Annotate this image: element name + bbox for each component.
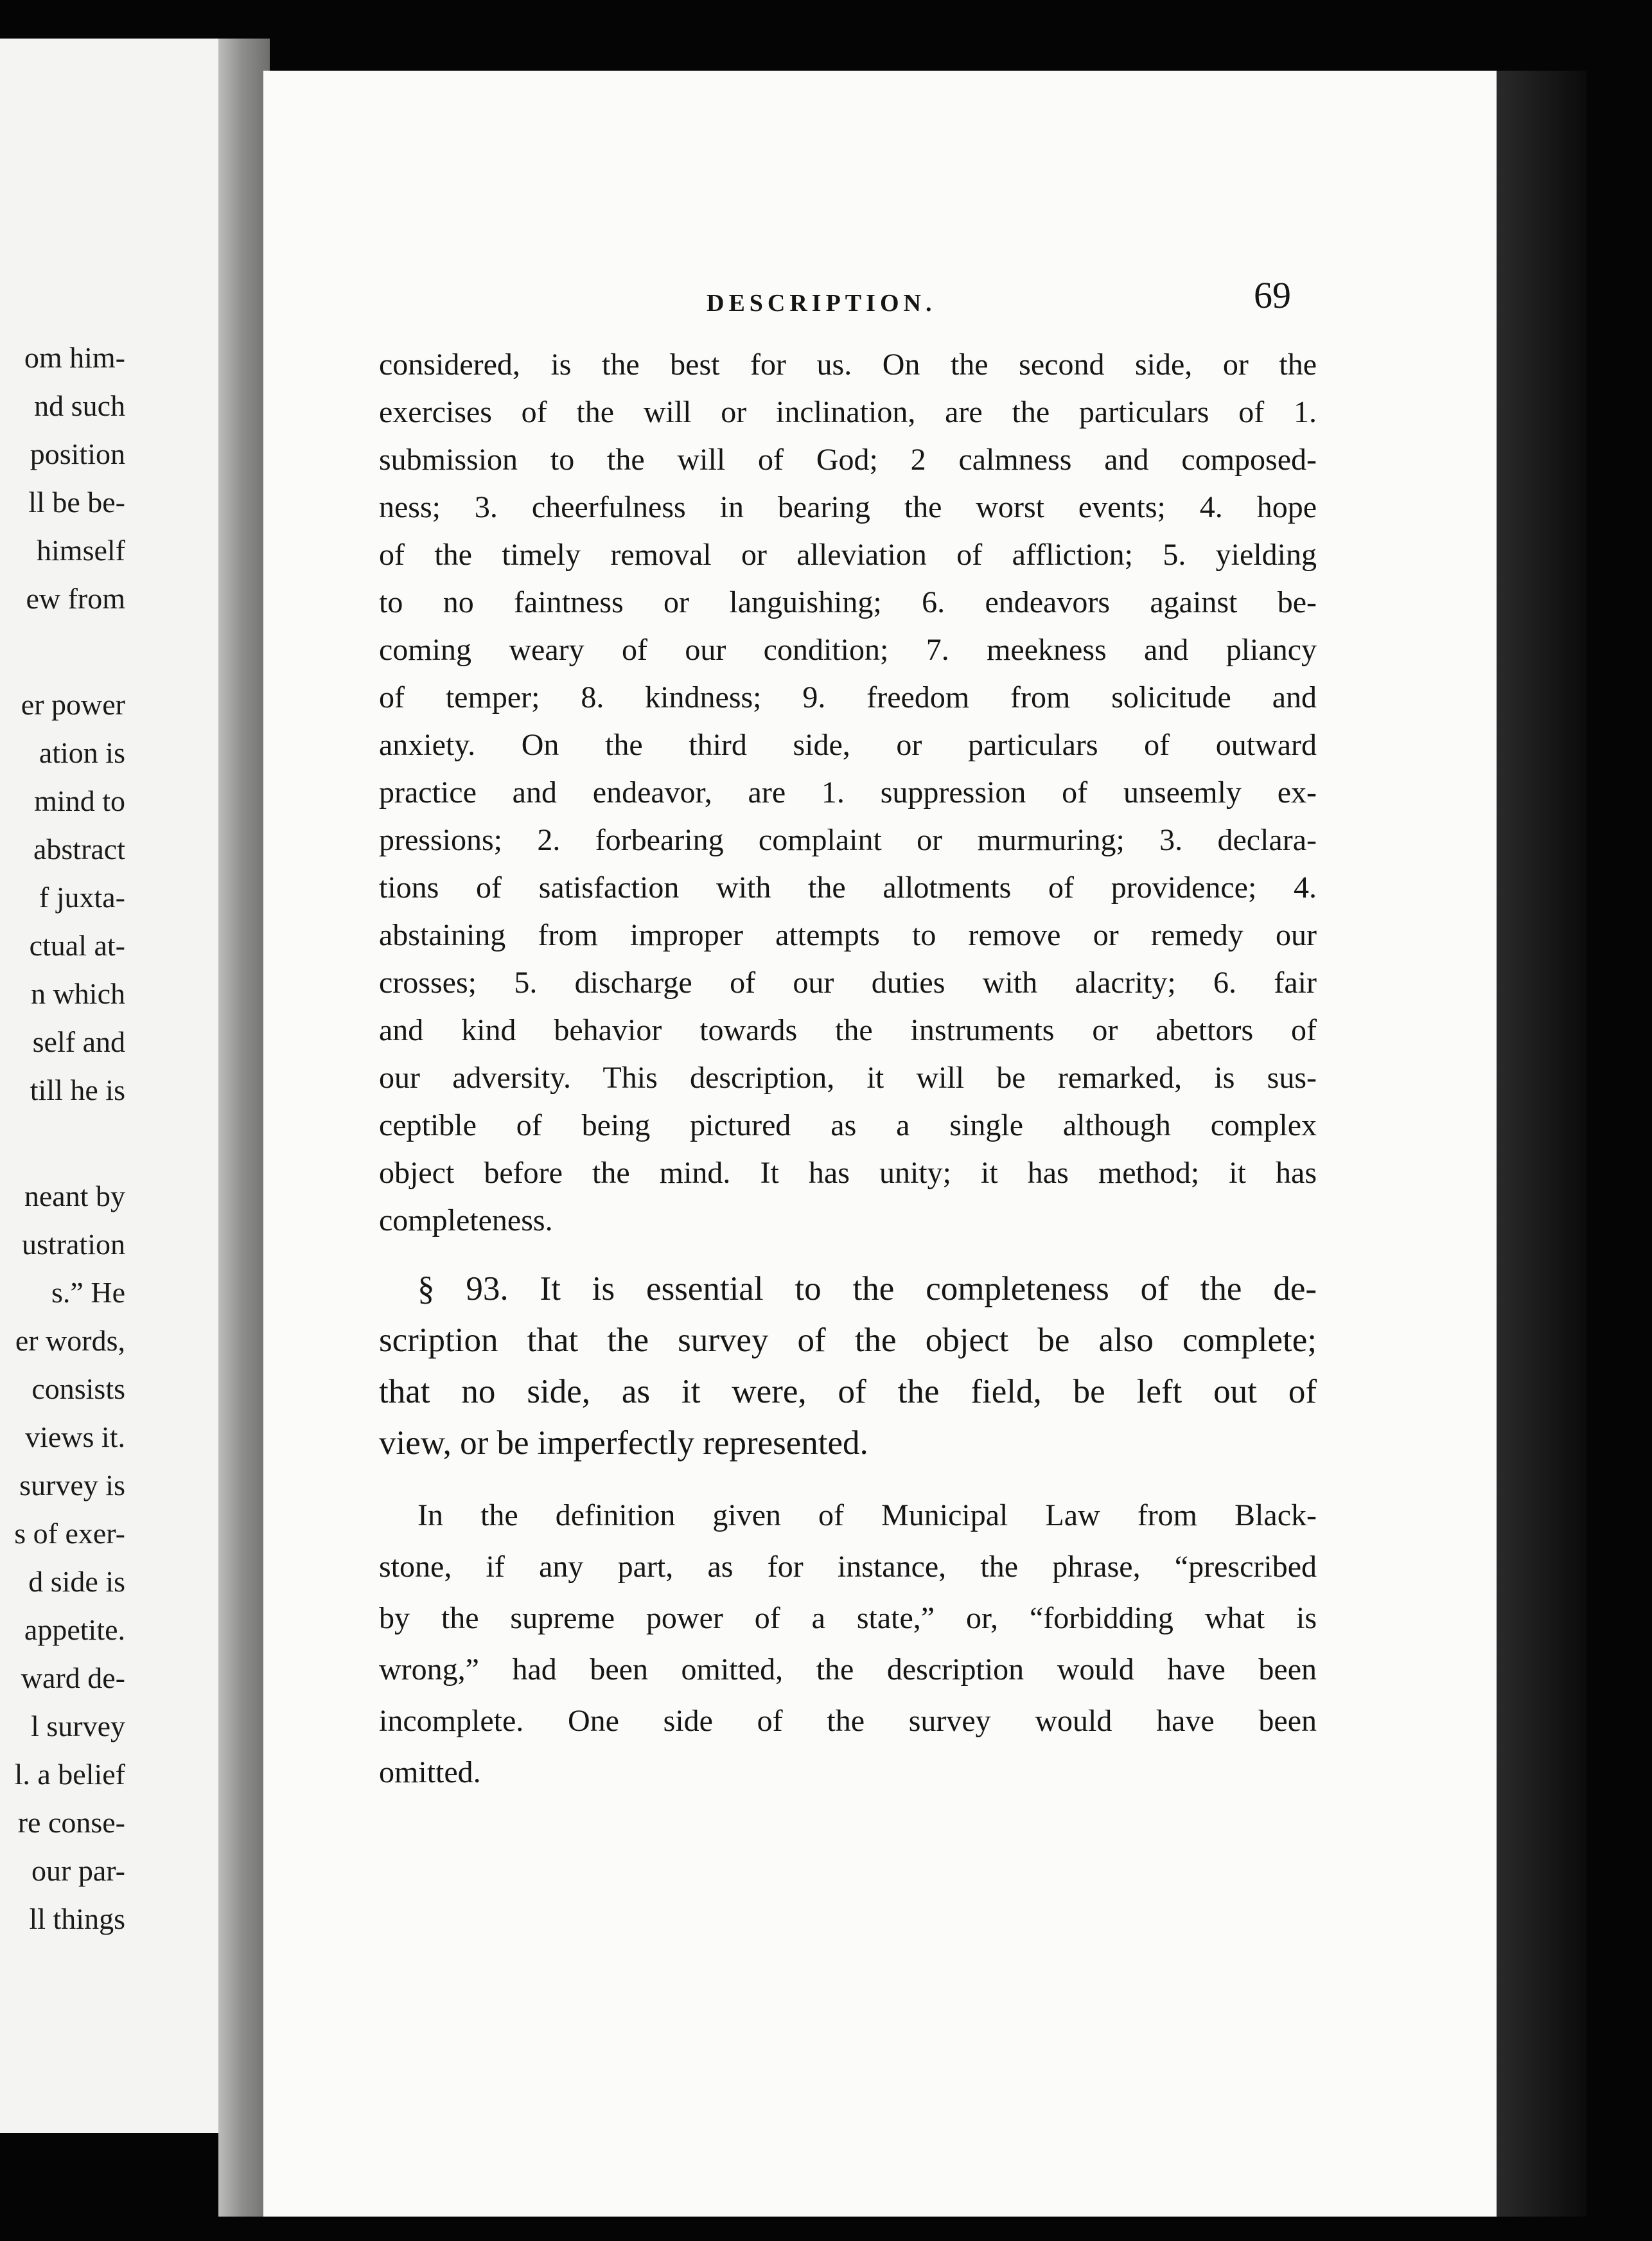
paragraph-1-line: abstaining from improper attempts to remove or remedy our [379,918,1317,952]
paragraph-1-line: crosses; 5. discharge of our duties with alacrity; 6. fair [379,966,1317,1000]
facing-page-line: self and [32,1025,125,1058]
paragraph-3-line: by the supreme power of a state,” or, “forbidding what is [379,1601,1317,1635]
paragraph-1-line: anxiety. On the third side, or particulars of outward [379,728,1317,762]
paragraph-1-line: exercises of the will or inclination, are the particulars of 1. [379,395,1317,429]
book-page [263,71,1497,2217]
page-edge-shadow [1497,71,1586,2217]
facing-page-line: s of exer- [14,1517,125,1550]
facing-page-line: abstract [33,833,125,865]
paragraph-3-line: omitted. [379,1755,481,1789]
facing-page-line: om him- [24,341,125,374]
paragraph-1-line: of the timely removal or alleviation of affliction; 5. yielding [379,538,1317,572]
paragraph-2-line: scription that the survey of the object be also complete; [379,1322,1317,1359]
paragraph-1-line: and kind behavior towards the instruments or abettors of [379,1013,1317,1047]
paragraph-1-line: object before the mind. It has unity; it has method; it has [379,1156,1317,1190]
facing-page-line: l survey [31,1710,125,1742]
paragraph-3-line: stone, if any part, as for instance, the phrase, “prescribed [379,1550,1317,1584]
facing-page-line: er power [21,688,125,721]
facing-page-line: l. a belief [14,1758,125,1791]
facing-page-line: ll things [29,1902,125,1935]
facing-page-line: appetite. [24,1613,125,1646]
paragraph-1-line: pressions; 2. forbearing complaint or murmuring; 3. declara- [379,823,1317,857]
paragraph-1-line: our adversity. This description, it will be remarked, is sus- [379,1061,1317,1095]
paragraph-1-line: of temper; 8. kindness; 9. freedom from solicitude and [379,680,1317,714]
facing-page-line: s.” He [51,1276,125,1309]
paragraph-1-line: submission to the will of God; 2 calmness and composed- [379,443,1317,477]
facing-page-line: till he is [30,1074,125,1106]
facing-page-line: ward de- [21,1661,125,1694]
facing-page-line: mind to [34,784,125,817]
facing-page-line: ctual at- [29,929,125,962]
running-head: DESCRIPTION. [707,290,936,317]
facing-page-fragment [0,39,228,2133]
facing-page-line: n which [31,977,125,1010]
paragraph-1-line: coming weary of our condition; 7. meekness and pliancy [379,633,1317,667]
paragraph-3-line: wrong,” had been omitted, the description would have been [379,1652,1317,1687]
facing-page-line: nd such [34,389,125,422]
facing-page-line: er words, [15,1324,125,1357]
paragraph-1-line: considered, is the best for us. On the second side, or the [379,348,1317,382]
facing-page-line: views it. [25,1421,125,1453]
paragraph-1-line: tions of satisfaction with the allotments of providence; 4. [379,871,1317,905]
paragraph-3-line: incomplete. One side of the survey would have been [379,1704,1317,1738]
facing-page-line: consists [31,1372,125,1405]
paragraph-3-line: In the definition given of Municipal Law from Black- [417,1498,1317,1532]
paragraph-1-line: completeness. [379,1203,553,1237]
facing-page-line: position [30,438,125,470]
paragraph-2-line: view, or be imperfectly represented. [379,1424,868,1462]
facing-page-line: ation is [39,736,125,769]
facing-page-line: himself [37,534,125,567]
paragraph-2-line: § 93. It is essential to the completeness of the de- [417,1270,1317,1307]
facing-page-line: our par- [31,1854,125,1887]
facing-page-line: f juxta- [39,881,125,914]
paragraph-2-line: that no side, as it were, of the field, be left out of [379,1373,1317,1410]
paragraph-1-line: practice and endeavor, are 1. suppression of unseemly ex- [379,775,1317,810]
paragraph-1-line: ceptible of being pictured as a single although complex [379,1108,1317,1142]
facing-page-line: ll be be- [28,486,125,518]
paragraph-1-line: ness; 3. cheerfulness in bearing the worst events; 4. hope [379,490,1317,524]
facing-page-line: survey is [19,1469,125,1501]
facing-page-line: ew from [26,582,125,615]
page-header [385,212,1310,317]
facing-page-line: d side is [28,1565,125,1598]
facing-page-line: neant by [24,1180,125,1212]
facing-page-line: re conse- [17,1806,125,1839]
facing-page-line: ustration [22,1228,125,1261]
page-number: 69 [1254,274,1291,316]
book-gutter [218,39,270,2217]
paragraph-1-line: to no faintness or languishing; 6. endeavors against be- [379,585,1317,619]
